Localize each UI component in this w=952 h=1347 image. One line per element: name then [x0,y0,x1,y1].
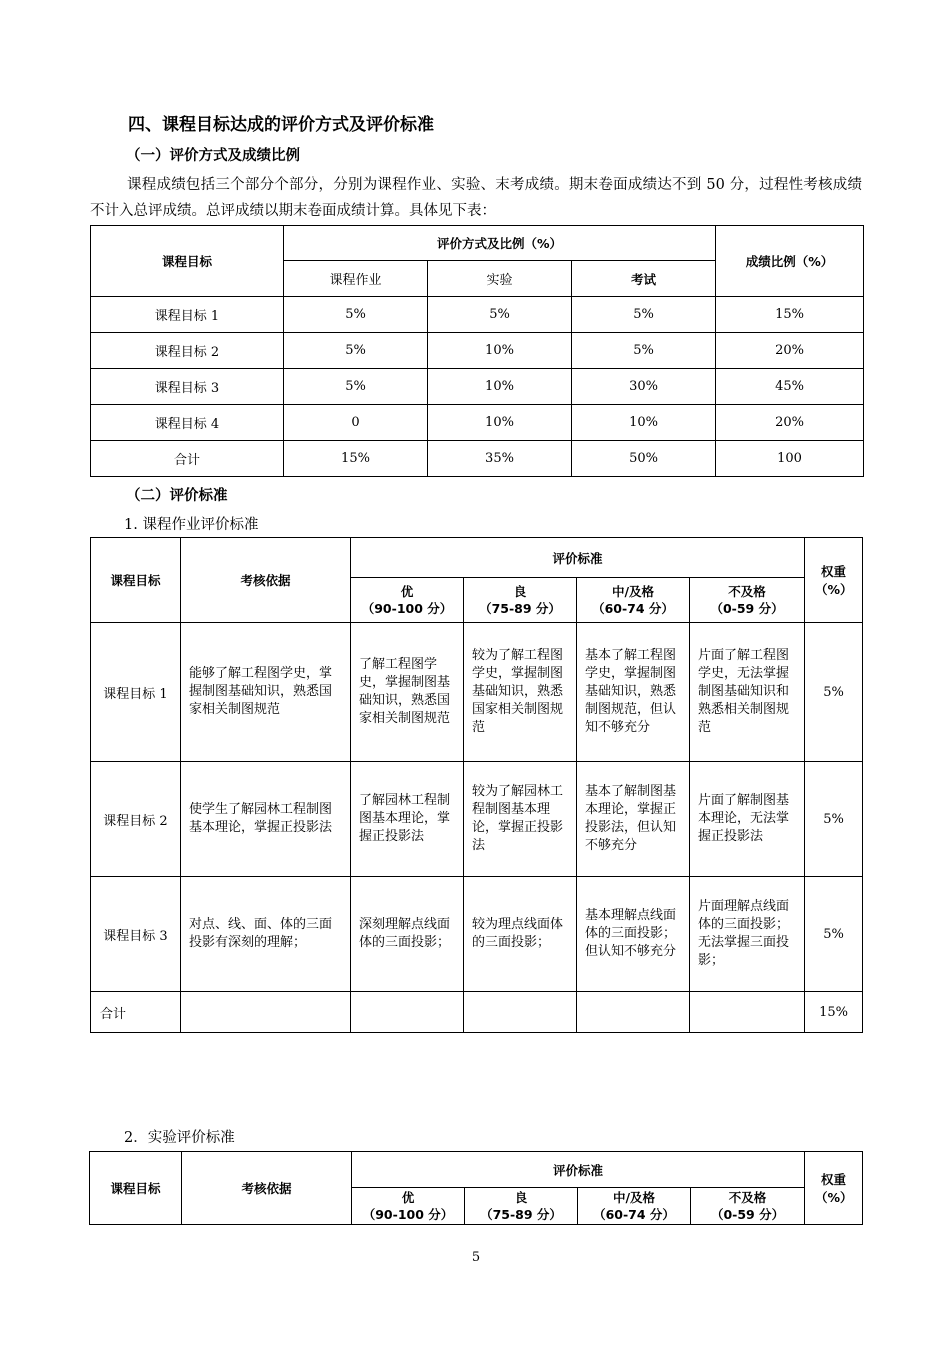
row-exam: 50% [572,441,716,477]
row-target: 课程目标 1 [91,623,181,762]
level-name: 中/及格 [612,1190,656,1205]
header-course-target: 课程目标 [91,538,181,623]
header-course-target: 课程目标 [90,1152,182,1225]
row-ratio: 100 [716,441,864,477]
row-exam: 5% [572,297,716,333]
header-criteria: 评价标准 [352,1152,805,1188]
header-weight: 权重（%） [805,1152,863,1225]
header-level-good [464,578,577,623]
subsection-title-assessment: （一）评价方式及成绩比例 [126,148,300,164]
row-weight: 15% [805,992,863,1033]
level-name: 优 [400,584,414,599]
row-fail [690,992,805,1033]
row-fail: 片面理解点线面体的三面投影；无法掌握三面投影； [690,877,805,992]
level-name: 不及格 [728,1190,767,1205]
level-range: （75-89 分） [479,601,561,616]
row-basis: 能够了解工程图学史，掌握制图基础知识，熟悉国家相关制图规范 [181,623,351,762]
row-good [464,992,577,1033]
header-assessment-method: 评价方式及比例（%） [284,226,716,261]
header-criteria: 评价标准 [351,538,805,578]
row-target: 课程目标 2 [91,333,284,369]
level-name: 优 [401,1190,415,1205]
header-level-fail [690,578,805,623]
level-name: 不及格 [728,584,766,599]
level-range: （90-100 分） [361,601,453,616]
row-homework: 15% [284,441,428,477]
row-experiment: 35% [428,441,572,477]
header-weight: 权重（%） [805,538,863,623]
row-exam: 30% [572,369,716,405]
row-ratio: 20% [716,333,864,369]
section-title: 四、课程目标达成的评价方式及评价标准 [128,115,434,135]
row-ratio: 45% [716,369,864,405]
row-target: 合计 [91,992,181,1033]
header-homework: 课程作业 [284,261,428,297]
header-score-ratio: 成绩比例（%） [716,226,864,297]
row-basis: 对点、线、面、体的三面投影有深刻的理解； [181,877,351,992]
row-homework: 5% [284,369,428,405]
row-good: 较为了解工程图学史，掌握制图基础知识，熟悉国家相关制图规范 [464,623,577,762]
row-fail: 片面了解工程图学史，无法掌握制图基础知识和熟悉相关制图规范 [690,623,805,762]
row-exam: 5% [572,333,716,369]
table-row [91,623,863,762]
row-target: 课程目标 1 [91,297,284,333]
row-target: 课程目标 4 [91,405,284,441]
row-weight: 5% [805,623,863,762]
experiment-criteria-title: 2．实验评价标准 [124,1130,235,1146]
row-basis [181,992,351,1033]
row-experiment: 10% [428,333,572,369]
row-basis: 使学生了解园林工程制图基本理论，掌握正投影法 [181,762,351,877]
page-number: 5 [471,1250,481,1265]
row-excellent: 深刻理解点线面体的三面投影； [351,877,464,992]
level-name: 良 [513,584,527,599]
experiment-criteria-table [89,1151,863,1225]
table-row-total [91,992,863,1033]
table-row [91,297,864,333]
row-homework: 5% [284,333,428,369]
table-row-total [91,441,864,477]
row-pass: 基本了解制图基本理论，掌握正投影法，但认知不够充分 [577,762,690,877]
row-experiment: 10% [428,405,572,441]
table-row [91,333,864,369]
table-row [91,877,863,992]
header-exam: 考试 [572,261,716,297]
row-ratio: 20% [716,405,864,441]
row-experiment: 5% [428,297,572,333]
level-range: （75-89 分） [480,1207,562,1222]
header-level-excellent [352,1188,465,1225]
row-weight: 5% [805,762,863,877]
level-range: （0-59 分） [710,1207,785,1222]
homework-criteria-title: 1. 课程作业评价标准 [124,517,259,533]
row-experiment: 10% [428,369,572,405]
table-row [91,405,864,441]
level-range: （0-59 分） [710,601,784,616]
row-good: 较为理点线面体的三面投影； [464,877,577,992]
row-exam: 10% [572,405,716,441]
subsection-title-criteria: （二）评价标准 [126,488,228,504]
row-pass: 基本理解点线面体的三面投影；但认知不够充分 [577,877,690,992]
header-experiment: 实验 [428,261,572,297]
row-target: 合计 [91,441,284,477]
header-course-target: 课程目标 [91,226,284,297]
row-excellent: 了解工程图学史，掌握制图基础知识，熟悉国家相关制图规范 [351,623,464,762]
header-level-pass [578,1188,691,1225]
assessment-ratio-table [90,225,864,477]
row-homework: 0 [284,405,428,441]
row-excellent: 了解园林工程制图基本理论，掌握正投影法 [351,762,464,877]
row-fail: 片面了解制图基本理论，无法掌握正投影法 [690,762,805,877]
row-target: 课程目标 2 [91,762,181,877]
level-name: 良 [514,1190,528,1205]
intro-paragraph: 课程成绩包括三个部分个部分，分别为课程作业、实验、末考成绩。期末卷面成绩达不到 50 分，过程性考核成绩不计入总评成绩。总评成绩以期末卷面成绩计算。具体见下表： [90,177,862,219]
row-pass: 基本了解工程图学史，掌握制图基础知识，熟悉制图规范，但认知不够充分 [577,623,690,762]
row-target: 课程目标 3 [91,877,181,992]
level-range: （90-100 分） [362,1207,454,1222]
level-range: （60-74 分） [592,601,674,616]
header-basis: 考核依据 [181,538,351,623]
row-homework: 5% [284,297,428,333]
level-name: 中/及格 [611,584,655,599]
row-good: 较为了解园林工程制图基本理论，掌握正投影法 [464,762,577,877]
row-weight: 5% [805,877,863,992]
row-pass [577,992,690,1033]
header-level-excellent [351,578,464,623]
header-level-good [465,1188,578,1225]
row-target: 课程目标 3 [91,369,284,405]
row-ratio: 15% [716,297,864,333]
row-excellent [351,992,464,1033]
table-row [91,762,863,877]
homework-criteria-table [90,537,863,1033]
header-level-pass [577,578,690,623]
header-level-fail [691,1188,805,1225]
table-row [91,369,864,405]
level-range: （60-74 分） [593,1207,675,1222]
header-basis: 考核依据 [182,1152,352,1225]
